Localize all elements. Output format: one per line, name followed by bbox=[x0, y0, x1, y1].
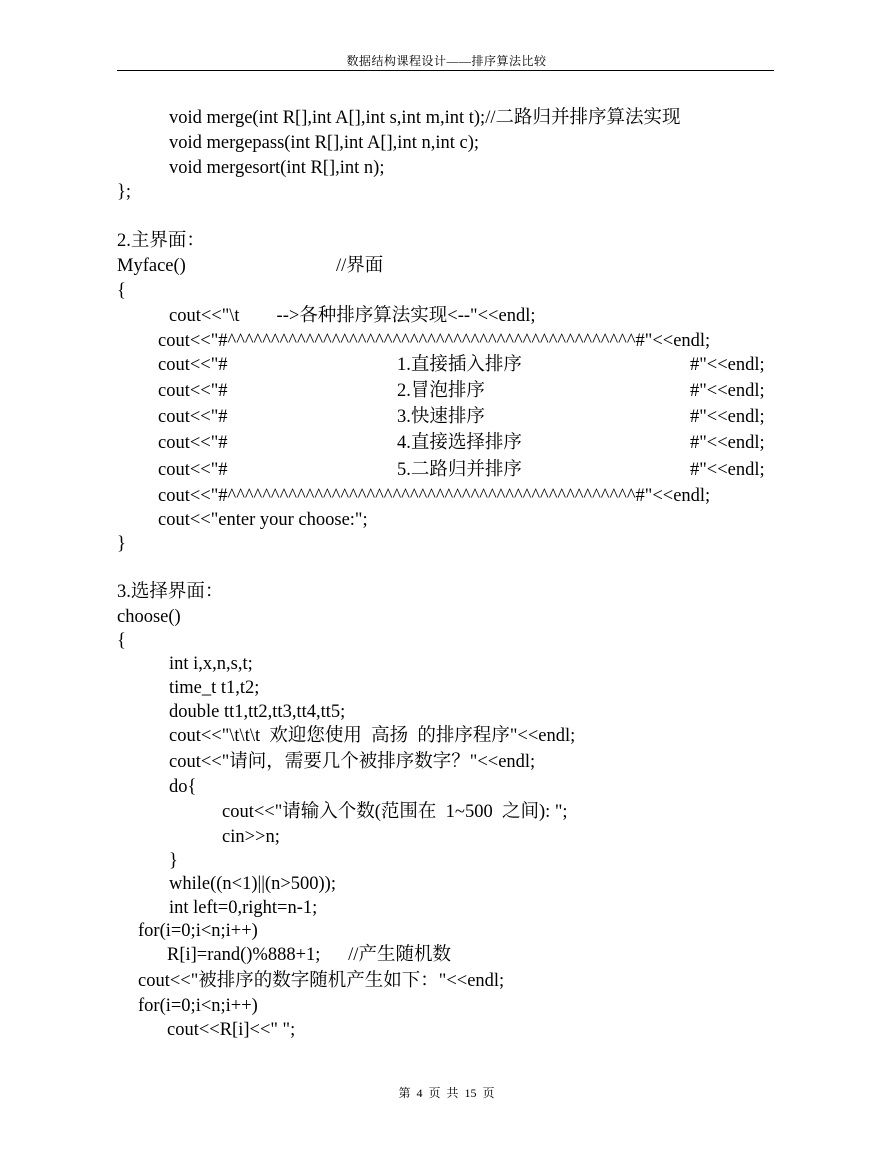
code-line: cout<<"# bbox=[158, 433, 228, 453]
code-line: } bbox=[117, 534, 126, 554]
code-line: cout<<"请问，需要几个被排序数字？"<<endl; bbox=[169, 752, 536, 772]
code-line: cout<<"#^^^^^^^^^^^^^^^^^^^^^^^^^^^^^^^^^^^^^^^^^^^^^^^#"<<endl; bbox=[158, 486, 711, 506]
code-line: cin>>n; bbox=[222, 827, 280, 847]
code-line: int left=0,right=n-1; bbox=[169, 898, 318, 918]
code-comment: //界面 bbox=[336, 256, 384, 276]
code-line: #"<<endl; bbox=[690, 381, 765, 401]
code-line: cout<<"请输入个数(范围在 1~500 之间): "; bbox=[222, 802, 568, 822]
menu-item-text: 5.二路归并排序 bbox=[397, 460, 522, 480]
code-line: }; bbox=[117, 182, 132, 202]
code-line: cout<<"# bbox=[158, 381, 228, 401]
section-heading: 2.主界面： bbox=[117, 231, 205, 251]
menu-item-text: 4.直接选择排序 bbox=[397, 433, 522, 453]
code-line: #"<<endl; bbox=[690, 433, 765, 453]
menu-item-text: 2.冒泡排序 bbox=[397, 381, 485, 401]
code-line: double tt1,tt2,tt3,tt4,tt5; bbox=[169, 702, 346, 722]
code-line: void mergesort(int R[],int n); bbox=[169, 158, 385, 178]
menu-item-text: 3.快速排序 bbox=[397, 407, 485, 427]
menu-item-text: 1.直接插入排序 bbox=[397, 355, 522, 375]
section-heading: 3.选择界面： bbox=[117, 582, 224, 602]
code-line: while((n<1)||(n>500)); bbox=[169, 874, 336, 894]
code-line: { bbox=[117, 631, 126, 651]
code-line: time_t t1,t2; bbox=[169, 678, 260, 698]
code-line: void mergepass(int R[],int A[],int n,int c); bbox=[169, 133, 480, 153]
code-line: int i,x,n,s,t; bbox=[169, 654, 253, 674]
code-line: cout<<"# bbox=[158, 460, 228, 480]
code-line: cout<<"#^^^^^^^^^^^^^^^^^^^^^^^^^^^^^^^^^^^^^^^^^^^^^^^#"<<endl; bbox=[158, 331, 711, 351]
code-line: void merge(int R[],int A[],int s,int m,int t);//二路归并排序算法实现 bbox=[169, 108, 681, 128]
page-footer: 第 4 页 共 15 页 bbox=[398, 1086, 495, 1100]
code-line: for(i=0;i<n;i++) bbox=[138, 921, 258, 941]
code-line: #"<<endl; bbox=[690, 460, 765, 480]
code-line: #"<<endl; bbox=[690, 355, 765, 375]
code-line: for(i=0;i<n;i++) bbox=[138, 996, 258, 1016]
header-rule bbox=[117, 70, 774, 71]
code-line: choose() bbox=[117, 607, 181, 627]
code-line: cout<<"\t -->各种排序算法实现<--"<<endl; bbox=[169, 306, 536, 326]
code-line: } bbox=[169, 851, 178, 871]
page-header: 数据结构课程设计——排序算法比较 bbox=[346, 54, 547, 68]
code-line: Myface() bbox=[117, 256, 186, 276]
code-line: cout<<"被排序的数字随机产生如下："<<endl; bbox=[138, 971, 505, 991]
code-line: do{ bbox=[169, 777, 197, 797]
code-line: cout<<"\t\t\t 欢迎您使用 高扬 的排序程序"<<endl; bbox=[169, 726, 576, 746]
code-line: R[i]=rand()%888+1; //产生随机数 bbox=[167, 945, 451, 965]
code-line: cout<<"# bbox=[158, 407, 228, 427]
code-line: cout<<"# bbox=[158, 355, 228, 375]
code-line: cout<<R[i]<<" "; bbox=[167, 1020, 296, 1040]
code-line: #"<<endl; bbox=[690, 407, 765, 427]
code-line: { bbox=[117, 281, 126, 301]
code-line: cout<<"enter your choose:"; bbox=[158, 510, 368, 530]
